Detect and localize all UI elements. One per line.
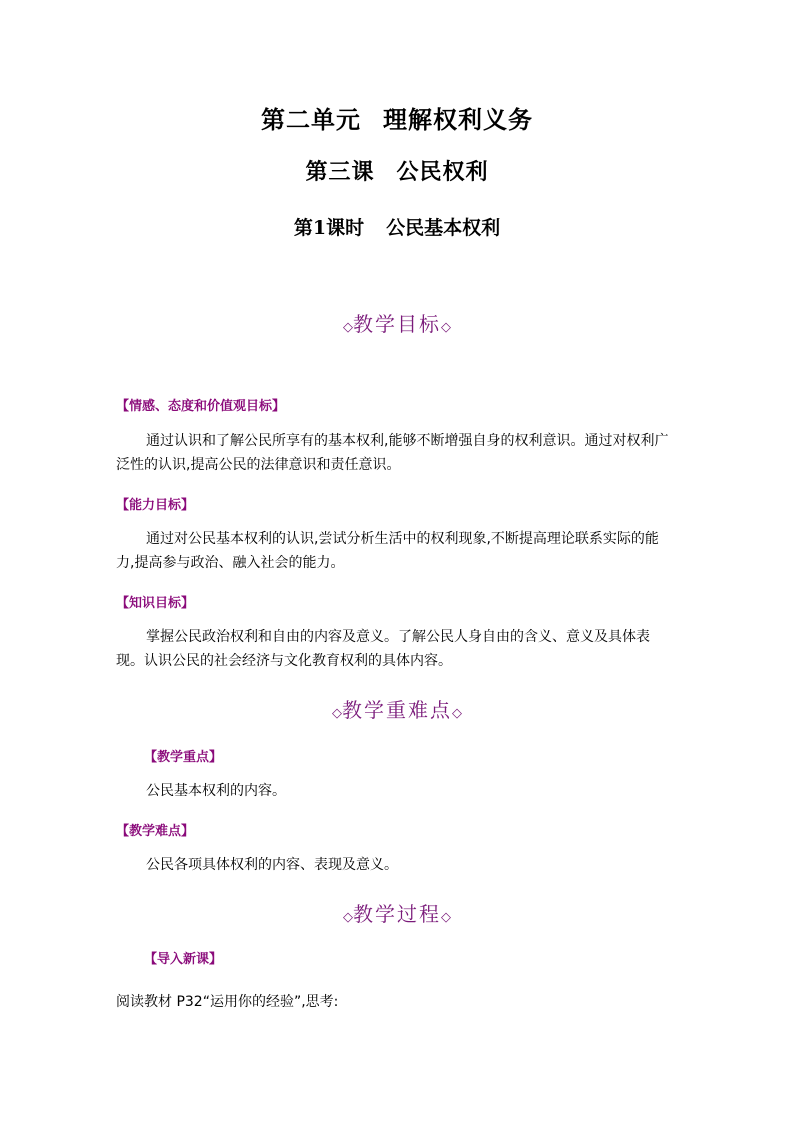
intro-label: 【导入新课】 [144, 952, 223, 967]
difficulty-text: 公民各项具体权利的内容、表现及意义。 [146, 857, 398, 873]
unit-title: 第二单元 理解权利义务 [261, 105, 533, 134]
emotion-objective-label: 【情感、态度和价值观目标】 [116, 399, 286, 414]
emotion-objective-text: 通过认识和了解公民所享有的基本权利,能够不断增强自身的权利意识。通过对权利广泛性的认识,提高公民的法律意识和责任意识。 [116, 433, 669, 473]
section-heading-objectives: ◇教学目标◇ [343, 312, 451, 336]
focus-text: 公民基本权利的内容。 [146, 783, 286, 799]
difficulty-label: 【教学难点】 [116, 824, 195, 839]
section-heading-process: ◇教学过程◇ [343, 902, 451, 926]
diamond-icon: ◇ [343, 910, 353, 925]
knowledge-objective-label: 【知识目标】 [116, 596, 195, 611]
diamond-icon: ◇ [441, 320, 451, 335]
knowledge-objective-text: 掌握公民政治权利和自由的内容及意义。了解公民人身自由的含义、意义及具体表现。认识公民的社会经济与文化教育权利的具体内容。 [116, 629, 650, 669]
diamond-icon: ◇ [441, 910, 451, 925]
ability-objective-text: 通过对公民基本权利的认识,尝试分析生活中的权利现象,不断提高理论联系实际的能力,提高参与政治、融入社会的能力。 [116, 531, 659, 571]
lesson-title: 第三课 公民权利 [305, 159, 489, 185]
diamond-icon: ◇ [452, 706, 462, 721]
diamond-icon: ◇ [332, 706, 342, 721]
ability-objective-label: 【能力目标】 [116, 498, 195, 513]
section-heading-key-points: ◇教学重难点◇ [332, 698, 462, 722]
diamond-icon: ◇ [343, 320, 353, 335]
intro-text: 阅读教材 P32“运用你的经验”,思考: [116, 994, 339, 1010]
period-title: 第1课时 公民基本权利 [293, 217, 501, 239]
focus-label: 【教学重点】 [144, 750, 223, 765]
